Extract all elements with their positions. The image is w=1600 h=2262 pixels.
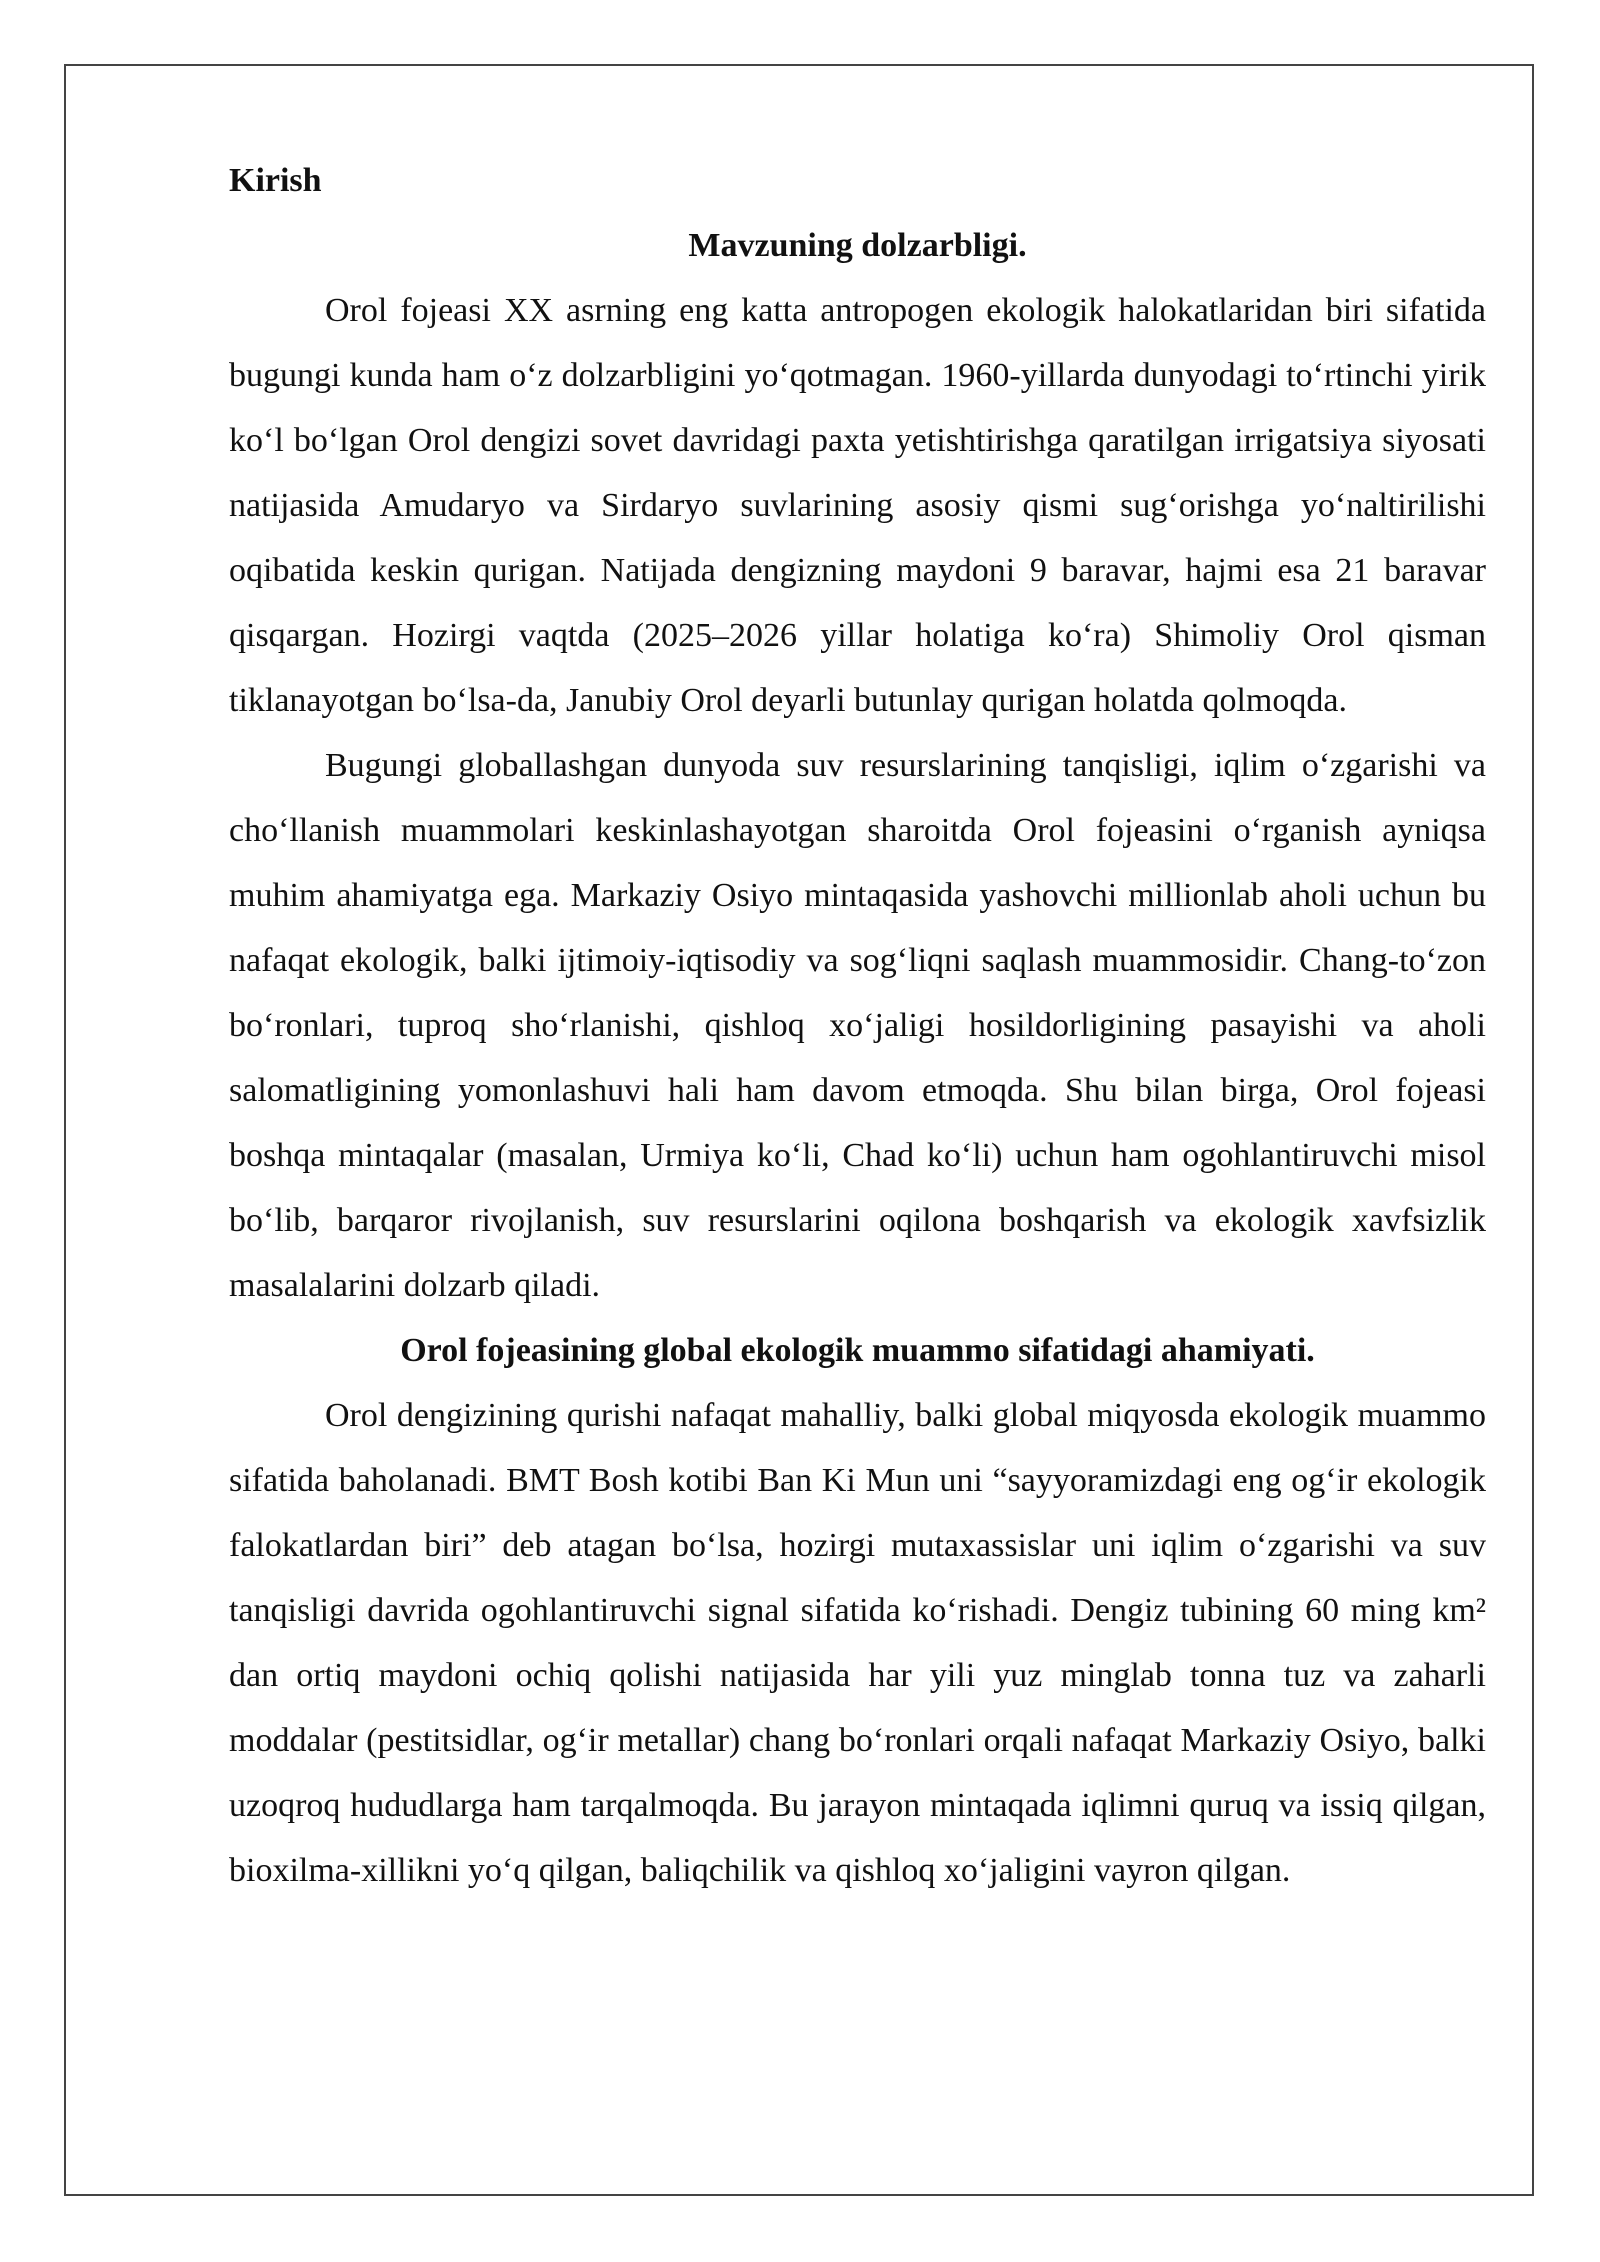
paragraph-3: Orol dengizining qurishi nafaqat mahalliy, balki global miqyosda ekologik muammo sifatida baholanadi. BMT Bosh kotibi Ban Ki Mun uni “sayyoramizdagi eng og‘ir ekologik falokatlardan biri” deb atagan bo‘lsa, hozirgi mutaxassislar uni iqlim o‘zgarishi va suv tanqisligi davrida ogohlantiruvchi signal sifatida ko‘rishadi. Dengiz tubining 60 ming km² dan ortiq maydoni ochiq qolishi natijasida har yili yuz minglab tonna tuz va zaharli moddalar (pestitsidlar, og‘ir metallar) chang bo‘ronlari orqali nafaqat Markaziy Osiyo, balki uzoqroq hududlarga ham tarqalmoqda. Bu jarayon mintaqada iqlimni quruq va issiq qilgan, bioxilma-xillikni yo‘q qilgan, baliqchilik va qishloq xo‘jaligini vayron qilgan. [229,1397,1486,1889]
paragraph-1: Orol fojeasi XX asrning eng katta antropogen ekologik halokatlaridan biri sifatida bugungi kunda ham o‘z dolzarbligini yo‘qotmagan. 1960-yillarda dunyodagi to‘rtinchi yirik ko‘l bo‘lgan Orol dengizi sovet davridagi paxta yetishtirishga qaratilgan irrigatsiya siyosati natijasida Amudaryo va Sirdaryo suvlarining asosiy qismi sug‘orishga yo‘naltirilishi oqibatida keskin qurigan. Natijada dengizning maydoni 9 baravar, hajmi esa 21 baravar qisqargan. Hozirgi vaqtda (2025–2026 yillar holatiga ko‘ra) Shimoliy Orol qisman tiklanayotgan bo‘lsa-da, Janubiy Orol deyarli butunlay qurigan holatda qolmoqda. [229,292,1486,719]
heading-global-significance: Orol fojeasining global ekologik muammo sifatidagi ahamiyati. [400,1332,1315,1369]
section-title: Kirish [229,162,322,199]
heading-relevance: Mavzuning dolzarbligi. [688,227,1027,264]
paragraph-2: Bugungi globallashgan dunyoda suv resurslarining tanqisligi, iqlim o‘zgarishi va cho‘llanish muammolari keskinlashayotgan sharoitda Orol fojeasini o‘rganish ayniqsa muhim ahamiyatga ega. Markaziy Osiyo mintaqasida yashovchi millionlab aholi uchun bu nafaqat ekologik, balki ijtimoiy-iqtisodiy va sog‘liqni saqlash muammosidir. Chang-to‘zon bo‘ronlari, tuproq sho‘rlanishi, qishloq xo‘jaligi hosildorligining pasayishi va aholi salomatligining yomonlashuvi hali ham davom etmoqda. Shu bilan birga, Orol fojeasi boshqa mintaqalar (masalan, Urmiya ko‘li, Chad ko‘li) uchun ham ogohlantiruvchi misol bo‘lib, barqaror rivojlanish, suv resurslarini oqilona boshqarish va ekologik xavfsizlik masalalarini dolzarb qiladi. [229,747,1486,1304]
document-body [229,148,1486,1903]
